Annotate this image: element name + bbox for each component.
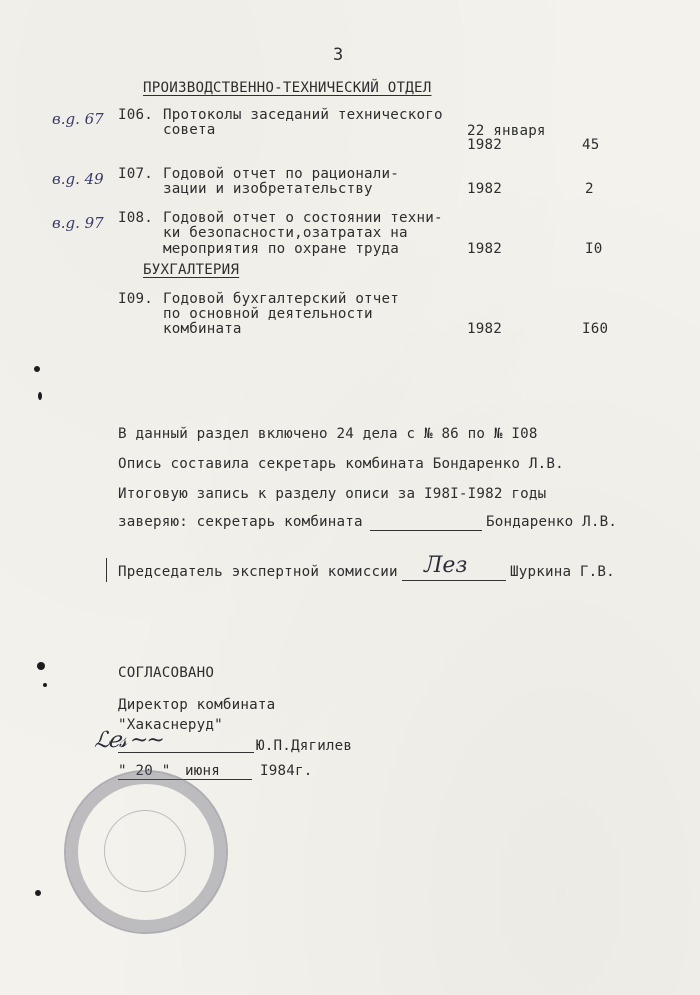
commission-name: Шуркина Г.В. bbox=[510, 564, 615, 580]
seal-emblem bbox=[104, 810, 186, 892]
director-signature: ℒℯ𝓈 ~~ bbox=[94, 728, 163, 753]
entry-sheets: 2 bbox=[585, 181, 594, 197]
entry-date: 1982 bbox=[467, 137, 502, 153]
margin-note: в.g. 67 bbox=[52, 110, 104, 128]
page-number: 3 bbox=[333, 45, 344, 65]
entry-number: I07. bbox=[118, 166, 153, 182]
approval-heading: СОГЛАСОВАНО bbox=[118, 665, 215, 681]
binding-mark bbox=[43, 683, 47, 687]
commission-label: Председатель экспертной комиссии bbox=[118, 564, 398, 580]
margin-bar bbox=[106, 558, 107, 582]
entry-title-line: комбината bbox=[163, 321, 242, 337]
summary-certify-label: заверяю: секретарь комбината bbox=[118, 514, 363, 530]
binding-mark bbox=[38, 392, 42, 400]
entry-title-line: Протоколы заседаний технического bbox=[163, 107, 443, 123]
entry-date: 1982 bbox=[467, 181, 502, 197]
binding-mark bbox=[34, 366, 40, 372]
margin-note: в.g. 97 bbox=[52, 214, 104, 232]
approval-date-day: " 20 " bbox=[118, 763, 171, 779]
entry-title-line: ки безопасности,озатратах на bbox=[163, 225, 408, 241]
summary-line: Итоговую запись к разделу описи за I98I-I982 годы bbox=[118, 486, 547, 502]
entry-date: 22 января bbox=[467, 123, 546, 139]
entry-title-line: мероприятия по охране труда bbox=[163, 241, 400, 257]
entry-number: I08. bbox=[118, 210, 153, 226]
entry-title-line: Годовой отчет о состоянии техни- bbox=[163, 210, 443, 226]
handwritten-signature: Лез bbox=[424, 553, 468, 578]
entry-number: I09. bbox=[118, 291, 153, 307]
approval-name: Ю.П.Дягилев bbox=[256, 738, 353, 754]
entry-title-line: Годовой бухгалтерский отчет bbox=[163, 291, 400, 307]
margin-note: в.g. 49 bbox=[52, 170, 104, 188]
entry-title-line: по основной деятельности bbox=[163, 306, 373, 322]
section-heading-production: ПРОИЗВОДСТВЕННО-ТЕХНИЧЕСКИЙ ОТДЕЛ bbox=[143, 80, 432, 96]
round-seal bbox=[64, 770, 228, 934]
signature-line bbox=[118, 752, 254, 753]
binding-mark bbox=[35, 890, 41, 896]
entry-title-line: зации и изобретательству bbox=[163, 181, 373, 197]
binding-mark bbox=[37, 662, 45, 670]
entry-sheets: I60 bbox=[582, 321, 609, 337]
summary-line: Опись составила секретарь комбината Бондаренко Л.В. bbox=[118, 456, 564, 472]
summary-certify-name: Бондаренко Л.В. bbox=[486, 514, 618, 530]
signature-line bbox=[370, 530, 482, 531]
approval-date-year: I984г. bbox=[260, 763, 313, 779]
entry-date: 1982 bbox=[467, 241, 502, 257]
signature-line bbox=[402, 580, 506, 581]
approval-organization: "Хакаснеруд" bbox=[118, 717, 223, 733]
entry-sheets: I0 bbox=[585, 241, 603, 257]
entry-title-line: совета bbox=[163, 122, 216, 138]
entry-sheets: 45 bbox=[582, 137, 600, 153]
entry-date: 1982 bbox=[467, 321, 502, 337]
entry-title-line: Годовой отчет по рационали- bbox=[163, 166, 400, 182]
entry-number: I06. bbox=[118, 107, 153, 123]
approval-position: Директор комбината bbox=[118, 697, 276, 713]
summary-line: В данный раздел включено 24 дела с № 86 по № I08 bbox=[118, 426, 538, 442]
approval-date-month: июня bbox=[185, 763, 220, 779]
section-heading-accounting: БУХГАЛТЕРИЯ bbox=[143, 262, 240, 278]
